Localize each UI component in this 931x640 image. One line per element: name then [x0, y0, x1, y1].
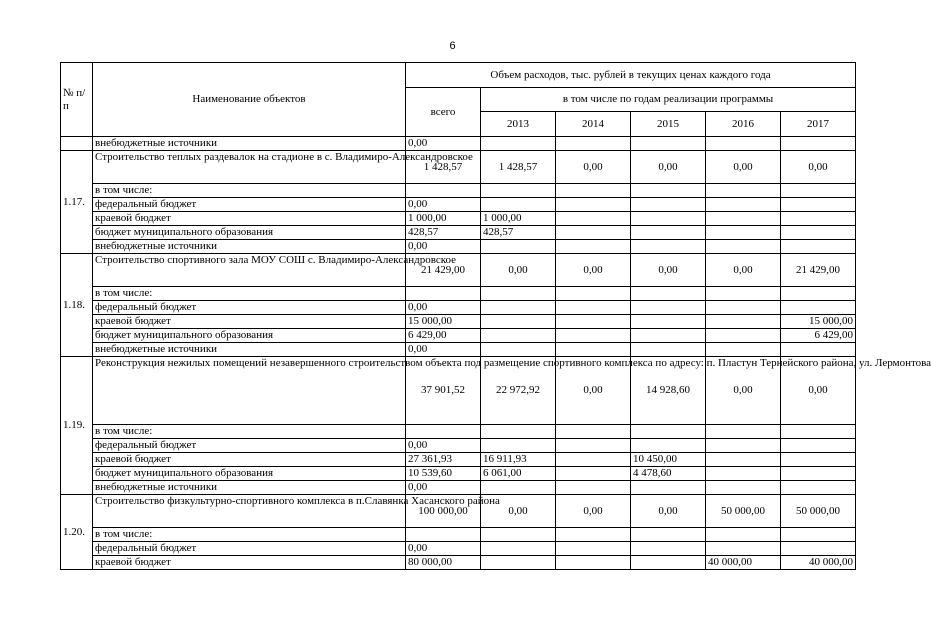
- year-value: [556, 212, 631, 226]
- year-value: [631, 542, 706, 556]
- year-value: [481, 287, 556, 301]
- row-number: 1.20.: [61, 495, 93, 570]
- table-row: [61, 254, 856, 287]
- total-value: 0,00: [406, 439, 481, 453]
- year-value: [706, 184, 781, 198]
- table-row: [61, 357, 856, 425]
- year-value: [481, 315, 556, 329]
- year-value: [706, 240, 781, 254]
- object-name: краевой бюджет: [93, 453, 406, 467]
- total-value: 0,00: [406, 343, 481, 357]
- year-value: [556, 439, 631, 453]
- total-value: [406, 287, 481, 301]
- object-name: в том числе:: [93, 287, 406, 301]
- year-value: [706, 287, 781, 301]
- total-value: [406, 425, 481, 439]
- year-value: [556, 481, 631, 495]
- year-value: [481, 439, 556, 453]
- total-value: 6 429,00: [406, 329, 481, 343]
- year-value: [706, 301, 781, 315]
- year-value: 0,00: [556, 495, 631, 528]
- year-value: [781, 212, 856, 226]
- year-value: [631, 226, 706, 240]
- year-value: 0,00: [631, 151, 706, 184]
- object-name: бюджет муниципального образования: [93, 467, 406, 481]
- year-value: [706, 542, 781, 556]
- header-total: всего: [406, 88, 481, 137]
- object-name: Строительство физкультурно-спортивного комплекса в п.Славянка Хасанского района: [93, 495, 406, 528]
- object-name: бюджет муниципального образования: [93, 226, 406, 240]
- object-name: краевой бюджет: [93, 212, 406, 226]
- total-value: [406, 528, 481, 542]
- row-number: 1.17.: [61, 151, 93, 254]
- year-value: 0,00: [781, 357, 856, 425]
- year-value: 0,00: [706, 254, 781, 287]
- table-row: [61, 467, 856, 481]
- year-value: 0,00: [706, 357, 781, 425]
- year-value: [481, 481, 556, 495]
- year-value: [556, 542, 631, 556]
- object-name: Строительство теплых раздевалок на стадионе в с. Владимиро-Александровское: [93, 151, 406, 184]
- year-value: [706, 315, 781, 329]
- year-value: 14 928,60: [631, 357, 706, 425]
- total-value: 0,00: [406, 542, 481, 556]
- object-name: федеральный бюджет: [93, 439, 406, 453]
- year-value: [556, 137, 631, 151]
- year-value: [781, 439, 856, 453]
- year-value: [781, 542, 856, 556]
- year-value: [781, 184, 856, 198]
- table-row: [61, 212, 856, 226]
- object-name: бюджет муниципального образования: [93, 329, 406, 343]
- year-value: [481, 343, 556, 357]
- year-value: [631, 198, 706, 212]
- year-value: [631, 481, 706, 495]
- table-row: [61, 542, 856, 556]
- expenses-table: [60, 62, 931, 570]
- year-value: [781, 198, 856, 212]
- year-value: [556, 287, 631, 301]
- year-value: [556, 343, 631, 357]
- year-value: [706, 528, 781, 542]
- total-value: [406, 184, 481, 198]
- year-value: [631, 240, 706, 254]
- object-name: федеральный бюджет: [93, 198, 406, 212]
- table-row: [61, 240, 856, 254]
- total-value: 428,57: [406, 226, 481, 240]
- object-name: внебюджетные источники: [93, 481, 406, 495]
- year-value: 0,00: [556, 151, 631, 184]
- object-name: федеральный бюджет: [93, 301, 406, 315]
- year-value: [631, 556, 706, 570]
- table-row: [61, 343, 856, 357]
- total-value: 100 000,00: [406, 495, 481, 528]
- year-value: [706, 425, 781, 439]
- year-value: [781, 467, 856, 481]
- object-name: внебюджетные источники: [93, 137, 406, 151]
- year-value: [556, 528, 631, 542]
- header-year: 2017: [781, 112, 856, 137]
- year-value: [556, 184, 631, 198]
- year-value: [556, 556, 631, 570]
- year-value: [556, 301, 631, 315]
- year-value: [556, 198, 631, 212]
- year-value: [781, 240, 856, 254]
- total-value: 0,00: [406, 240, 481, 254]
- total-value: 0,00: [406, 137, 481, 151]
- year-value: [706, 453, 781, 467]
- table-row: [61, 439, 856, 453]
- total-value: 21 429,00: [406, 254, 481, 287]
- header-year: 2015: [631, 112, 706, 137]
- total-value: 10 539,60: [406, 467, 481, 481]
- year-value: 10 450,00: [631, 453, 706, 467]
- year-value: [781, 453, 856, 467]
- object-name: Строительство спортивного зала МОУ СОШ с. Владимиро-Александровское: [93, 254, 406, 287]
- table-row: [61, 453, 856, 467]
- year-value: [781, 226, 856, 240]
- table-row: [61, 301, 856, 315]
- table-row: [61, 329, 856, 343]
- year-value: [481, 425, 556, 439]
- year-value: [781, 301, 856, 315]
- total-value: 15 000,00: [406, 315, 481, 329]
- year-value: [706, 198, 781, 212]
- year-value: [631, 287, 706, 301]
- year-value: [481, 329, 556, 343]
- total-value: 1 428,57: [406, 151, 481, 184]
- object-name: краевой бюджет: [93, 315, 406, 329]
- object-name: в том числе:: [93, 528, 406, 542]
- year-value: [481, 198, 556, 212]
- year-value: 0,00: [781, 151, 856, 184]
- year-value: [631, 137, 706, 151]
- year-value: [556, 425, 631, 439]
- header-volume: Объем расходов, тыс. рублей в текущих ценах каждого года: [406, 63, 856, 88]
- year-value: [481, 528, 556, 542]
- total-value: 0,00: [406, 301, 481, 315]
- year-value: [631, 301, 706, 315]
- year-value: [556, 467, 631, 481]
- total-value: 37 901,52: [406, 357, 481, 425]
- table-row: [61, 198, 856, 212]
- year-value: 4 478,60: [631, 467, 706, 481]
- table-row: [61, 184, 856, 198]
- year-value: 0,00: [481, 495, 556, 528]
- year-value: [556, 329, 631, 343]
- year-value: 21 429,00: [781, 254, 856, 287]
- year-value: [781, 481, 856, 495]
- year-value: [706, 137, 781, 151]
- year-value: 428,57: [481, 226, 556, 240]
- header-year: 2014: [556, 112, 631, 137]
- header-name: Наименование объектов: [93, 63, 406, 137]
- year-value: [631, 425, 706, 439]
- year-value: [481, 184, 556, 198]
- year-value: [706, 343, 781, 357]
- year-value: [631, 528, 706, 542]
- table-row: [61, 425, 856, 439]
- year-value: [631, 329, 706, 343]
- table-row: [61, 495, 856, 528]
- year-value: [631, 184, 706, 198]
- year-value: 6 061,00: [481, 467, 556, 481]
- year-value: [781, 425, 856, 439]
- year-value: [631, 212, 706, 226]
- table-row: [61, 226, 856, 240]
- year-value: [481, 240, 556, 254]
- year-value: [706, 226, 781, 240]
- year-value: [706, 467, 781, 481]
- object-name: внебюджетные источники: [93, 240, 406, 254]
- year-value: [631, 343, 706, 357]
- header-year: 2016: [706, 112, 781, 137]
- object-name: краевой бюджет: [93, 556, 406, 570]
- year-value: [706, 329, 781, 343]
- year-value: [706, 212, 781, 226]
- year-value: [781, 137, 856, 151]
- year-value: 1 000,00: [481, 212, 556, 226]
- year-value: 0,00: [481, 254, 556, 287]
- year-value: [631, 439, 706, 453]
- year-value: 40 000,00: [781, 556, 856, 570]
- total-value: 27 361,93: [406, 453, 481, 467]
- object-name: Реконструкция нежилых помещений незавершенного строительством объекта под размещение спортивного комплекса по адресу: п. Пластун Тернейского района, ул. Лермонтова: [93, 357, 406, 425]
- year-value: [481, 137, 556, 151]
- table-row: [61, 287, 856, 301]
- year-value: 0,00: [706, 151, 781, 184]
- year-value: 15 000,00: [781, 315, 856, 329]
- year-value: [556, 453, 631, 467]
- table-row: [61, 481, 856, 495]
- year-value: [556, 226, 631, 240]
- year-value: [556, 315, 631, 329]
- object-name: внебюджетные источники: [93, 343, 406, 357]
- year-value: 50 000,00: [706, 495, 781, 528]
- total-value: 0,00: [406, 481, 481, 495]
- row-number: [61, 137, 93, 151]
- year-value: [781, 528, 856, 542]
- year-value: [481, 556, 556, 570]
- table-row: [61, 151, 856, 184]
- year-value: [706, 439, 781, 453]
- year-value: 0,00: [556, 254, 631, 287]
- table-row: [61, 137, 856, 151]
- header-year: 2013: [481, 112, 556, 137]
- object-name: в том числе:: [93, 184, 406, 198]
- total-value: 80 000,00: [406, 556, 481, 570]
- year-value: [706, 481, 781, 495]
- table-row: [61, 315, 856, 329]
- header-num: № п/п: [61, 63, 93, 137]
- page-number: 6: [449, 40, 456, 52]
- year-value: [481, 301, 556, 315]
- year-value: 22 972,92: [481, 357, 556, 425]
- total-value: 1 000,00: [406, 212, 481, 226]
- object-name: в том числе:: [93, 425, 406, 439]
- row-number: 1.19.: [61, 357, 93, 495]
- year-value: 0,00: [631, 495, 706, 528]
- year-value: 40 000,00: [706, 556, 781, 570]
- year-value: 0,00: [631, 254, 706, 287]
- row-number: 1.18.: [61, 254, 93, 357]
- total-value: 0,00: [406, 198, 481, 212]
- year-value: 0,00: [556, 357, 631, 425]
- year-value: [556, 240, 631, 254]
- year-value: 16 911,93: [481, 453, 556, 467]
- year-value: [631, 315, 706, 329]
- year-value: 50 000,00: [781, 495, 856, 528]
- object-name: федеральный бюджет: [93, 542, 406, 556]
- table-row: [61, 556, 856, 570]
- year-value: 1 428,57: [481, 151, 556, 184]
- table-row: [61, 528, 856, 542]
- header-by-years: в том числе по годам реализации программы: [481, 88, 856, 112]
- year-value: 6 429,00: [781, 329, 856, 343]
- year-value: [481, 542, 556, 556]
- year-value: [781, 287, 856, 301]
- year-value: [781, 343, 856, 357]
